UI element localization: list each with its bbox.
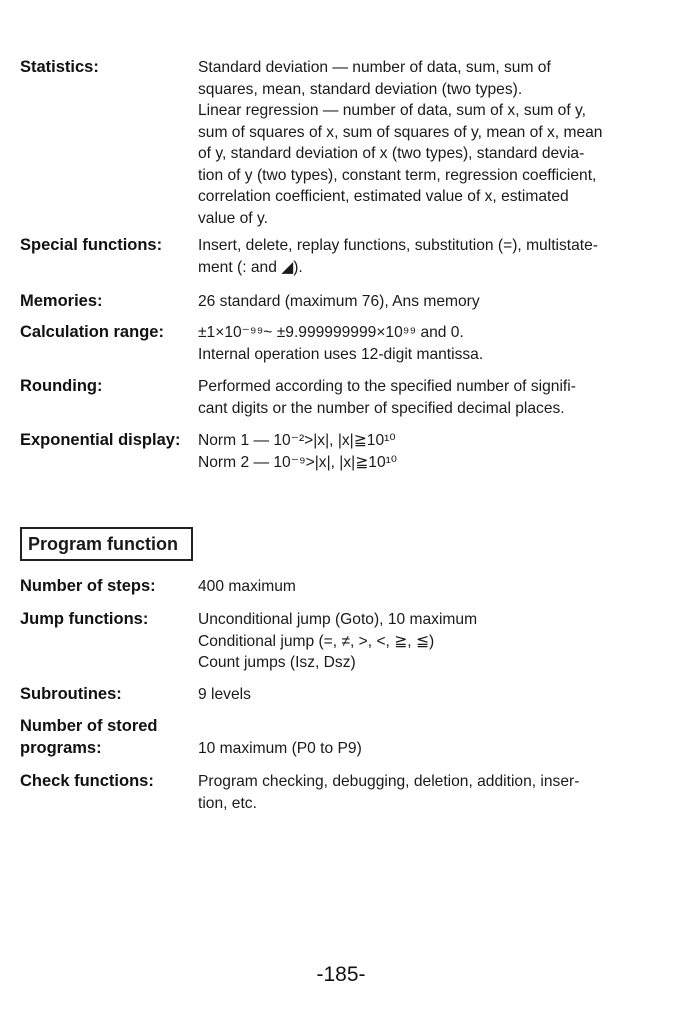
desc-line: squares, mean, standard deviation (two types). (198, 80, 523, 98)
desc-stored-programs (198, 716, 638, 759)
desc-statistics (198, 57, 638, 229)
desc-check-functions (198, 771, 638, 814)
term-memories: Memories: (20, 292, 103, 310)
desc-line: 10 maximum (P0 to P9) (198, 739, 362, 757)
desc-line: value of y. (198, 209, 268, 227)
term-check-functions: Check functions: (20, 772, 154, 790)
desc-calculation-range (198, 322, 638, 365)
page-number: -185- (316, 963, 366, 986)
desc-line: Linear regression — number of data, sum of x, sum of y, (198, 102, 586, 119)
spec-number-of-steps (20, 576, 660, 598)
desc-jump-functions (198, 609, 638, 674)
term-special-functions: Special functions: (20, 236, 163, 254)
spec-check-functions (20, 771, 660, 814)
desc-line: Program checking, debugging, deletion, addition, inser- (198, 773, 580, 790)
desc-line: Performed according to the specified number of signifi- (198, 378, 576, 395)
spec-rounding (20, 376, 660, 419)
desc-line: 26 standard (maximum 76), Ans memory (198, 293, 480, 310)
desc-line: sum of squares of x, sum of squares of y, mean of x, mean (198, 123, 603, 141)
desc-line: Insert, delete, replay functions, substitution (=), multistate- (198, 237, 598, 254)
term-rounding: Rounding: (20, 377, 103, 395)
desc-line: Norm 1 — 10⁻²>|x|, |x|≧10¹⁰ (198, 432, 396, 449)
desc-line: tion, etc. (198, 794, 257, 812)
term-stored-programs: Number of stored programs: (20, 717, 158, 757)
section-heading-program-function: Program function (20, 527, 193, 561)
desc-line: Internal operation uses 12-digit mantissa. (198, 345, 484, 363)
desc-line: Conditional jump (=, ≠, >, <, ≧, ≦) (198, 632, 435, 650)
spec-statistics (20, 57, 660, 229)
desc-line: Standard deviation — number of data, sum, sum of (198, 59, 551, 76)
term-number-of-steps: Number of steps: (20, 577, 156, 595)
desc-special-functions (198, 235, 638, 278)
spec-memories (20, 291, 660, 313)
spec-special-functions (20, 235, 660, 278)
desc-line: ±1×10⁻⁹⁹~ ±9.999999999×10⁹⁹ and 0. (198, 324, 464, 341)
desc-line: cant digits or the number of specified decimal places. (198, 399, 565, 417)
desc-line: Unconditional jump (Goto), 10 maximum (198, 611, 478, 628)
spec-exponential-display (20, 430, 660, 473)
desc-line: Count jumps (Isz, Dsz) (198, 654, 356, 671)
desc-line: ment (: and ◢). (198, 258, 303, 276)
spec-stored-programs (20, 716, 660, 759)
desc-line: Norm 2 — 10⁻⁹>|x|, |x|≧10¹⁰ (198, 453, 398, 471)
spec-calculation-range (20, 322, 660, 365)
desc-line: 9 levels (198, 686, 251, 703)
desc-rounding (198, 376, 638, 419)
desc-subroutines (198, 684, 638, 706)
term-jump-functions: Jump functions: (20, 610, 149, 628)
desc-line: of y, standard deviation of x (two types), standard devia- (198, 145, 585, 162)
term-subroutines: Subroutines: (20, 685, 122, 703)
spec-subroutines (20, 684, 660, 706)
term-exponential-display: Exponential display: (20, 431, 181, 449)
term-calculation-range: Calculation range: (20, 323, 164, 341)
desc-line: tion of y (two types), constant term, regression coefficient, (198, 166, 597, 184)
desc-line: correlation coefficient, estimated value of x, estimated (198, 188, 569, 205)
desc-exponential-display (198, 430, 638, 473)
desc-line: 400 maximum (198, 578, 296, 595)
desc-number-of-steps (198, 576, 638, 598)
spec-jump-functions (20, 609, 660, 674)
desc-memories (198, 291, 638, 313)
term-statistics: Statistics: (20, 58, 99, 76)
